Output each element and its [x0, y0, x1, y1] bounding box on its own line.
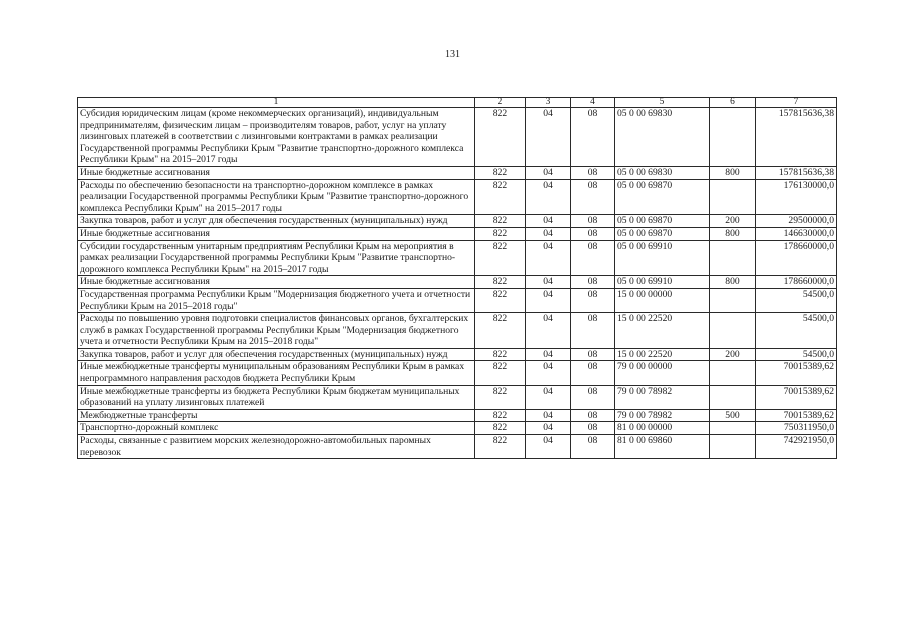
row-amount: 178660000,0 [756, 240, 837, 276]
row-target-article-code: 05 0 00 69830 [615, 108, 710, 167]
table-row [78, 361, 837, 385]
row-ministry-code: 822 [475, 288, 526, 312]
row-amount: 157815636,38 [756, 108, 837, 167]
table-row [78, 313, 837, 349]
table-row [78, 409, 837, 422]
row-ministry-code: 822 [475, 166, 526, 179]
row-target-article-code: 05 0 00 69910 [615, 276, 710, 289]
row-target-article-code: 05 0 00 69830 [615, 166, 710, 179]
row-amount: 29500000,0 [756, 215, 837, 228]
row-name: Расходы по повышению уровня подготовки специалистов финансовых органов, бухгалтерских служб в рамках Государственной программы Республики Крым "Модернизация бюджетного учета и отчетности Республики Крым на 2015–2018 годы" [78, 313, 475, 349]
row-subsection-code: 08 [571, 409, 615, 422]
table-row [78, 422, 837, 435]
row-amount: 178660000,0 [756, 276, 837, 289]
row-target-article-code: 05 0 00 69870 [615, 215, 710, 228]
header-cell: 1 [78, 98, 475, 108]
row-ministry-code: 822 [475, 108, 526, 167]
row-amount: 70015389,62 [756, 409, 837, 422]
row-subsection-code: 08 [571, 108, 615, 167]
row-name: Расходы, связанные с развитием морских железнодорожно-автомобильных паромных перевозок [78, 435, 475, 459]
row-ministry-code: 822 [475, 348, 526, 361]
table-row [78, 108, 837, 167]
row-subsection-code: 08 [571, 422, 615, 435]
row-subsection-code: 08 [571, 166, 615, 179]
row-ministry-code: 822 [475, 422, 526, 435]
row-subsection-code: 08 [571, 276, 615, 289]
row-expense-type-code [710, 288, 756, 312]
row-ministry-code: 822 [475, 276, 526, 289]
row-amount: 742921950,0 [756, 435, 837, 459]
row-name: Межбюджетные трансферты [78, 409, 475, 422]
row-target-article-code: 15 0 00 22520 [615, 348, 710, 361]
row-expense-type-code: 200 [710, 348, 756, 361]
row-target-article-code: 05 0 00 69870 [615, 227, 710, 240]
row-expense-type-code [710, 240, 756, 276]
row-target-article-code: 81 0 00 69860 [615, 435, 710, 459]
row-subsection-code: 08 [571, 227, 615, 240]
row-name: Иные бюджетные ассигнования [78, 276, 475, 289]
table-row [78, 435, 837, 459]
row-ministry-code: 822 [475, 240, 526, 276]
page-number: 131 [445, 49, 460, 60]
row-ministry-code: 822 [475, 409, 526, 422]
row-subsection-code: 08 [571, 179, 615, 215]
row-amount: 157815636,38 [756, 166, 837, 179]
budget-table [77, 97, 837, 459]
row-target-article-code: 15 0 00 00000 [615, 288, 710, 312]
row-subsection-code: 08 [571, 215, 615, 228]
header-cell: 7 [756, 98, 837, 108]
row-ministry-code: 822 [475, 215, 526, 228]
row-ministry-code: 822 [475, 313, 526, 349]
table-row [78, 166, 837, 179]
row-amount: 54500,0 [756, 288, 837, 312]
row-expense-type-code: 800 [710, 227, 756, 240]
row-section-code: 04 [526, 108, 571, 167]
row-name: Государственная программа Республики Крым "Модернизация бюджетного учета и отчетности Республики Крым на 2015–2018 годы" [78, 288, 475, 312]
row-section-code: 04 [526, 240, 571, 276]
row-name: Иные межбюджетные трансферты из бюджета Республики Крым бюджетам муниципальных образований на уплату лизинговых платежей [78, 385, 475, 409]
row-expense-type-code [710, 435, 756, 459]
table-row [78, 179, 837, 215]
table-row [78, 385, 837, 409]
header-cell: 2 [475, 98, 526, 108]
table-row [78, 276, 837, 289]
row-ministry-code: 822 [475, 435, 526, 459]
header-cell: 6 [710, 98, 756, 108]
row-name: Иные межбюджетные трансферты муниципальным образованиям Республики Крым в рамках непрограммного направления расходов бюджета Республики Крым [78, 361, 475, 385]
row-ministry-code: 822 [475, 361, 526, 385]
row-subsection-code: 08 [571, 240, 615, 276]
table-row [78, 288, 837, 312]
row-target-article-code: 81 0 00 00000 [615, 422, 710, 435]
row-expense-type-code: 200 [710, 215, 756, 228]
row-name: Расходы по обеспечению безопасности на транспортно-дорожном комплексе в рамках реализации Государственной программы Республики Крым "Развитие транспортно-дорожного комплекса Республики Крым" на 2015–2017 годы [78, 179, 475, 215]
row-amount: 70015389,62 [756, 385, 837, 409]
row-amount: 54500,0 [756, 313, 837, 349]
row-section-code: 04 [526, 179, 571, 215]
row-expense-type-code [710, 385, 756, 409]
row-ministry-code: 822 [475, 227, 526, 240]
row-subsection-code: 08 [571, 348, 615, 361]
row-name: Иные бюджетные ассигнования [78, 227, 475, 240]
row-name: Субсидии государственным унитарным предприятиям Республики Крым на мероприятия в рамках реализации Государственной программы Республики Крым "Развитие транспортно-дорожного комплекса Республики Крым" на 2015–2017 годы [78, 240, 475, 276]
row-amount: 146630000,0 [756, 227, 837, 240]
row-section-code: 04 [526, 348, 571, 361]
row-target-article-code: 15 0 00 22520 [615, 313, 710, 349]
row-expense-type-code: 800 [710, 166, 756, 179]
row-subsection-code: 08 [571, 288, 615, 312]
row-section-code: 04 [526, 215, 571, 228]
row-name: Закупка товаров, работ и услуг для обеспечения государственных (муниципальных) нужд [78, 215, 475, 228]
header-cell: 4 [571, 98, 615, 108]
row-section-code: 04 [526, 422, 571, 435]
header-cell: 3 [526, 98, 571, 108]
row-target-article-code: 79 0 00 00000 [615, 361, 710, 385]
row-expense-type-code [710, 313, 756, 349]
row-section-code: 04 [526, 409, 571, 422]
row-section-code: 04 [526, 276, 571, 289]
row-ministry-code: 822 [475, 385, 526, 409]
row-ministry-code: 822 [475, 179, 526, 215]
header-cell: 5 [615, 98, 710, 108]
row-section-code: 04 [526, 385, 571, 409]
row-subsection-code: 08 [571, 385, 615, 409]
row-section-code: 04 [526, 166, 571, 179]
table-row [78, 227, 837, 240]
row-name: Транспортно-дорожный комплекс [78, 422, 475, 435]
row-section-code: 04 [526, 435, 571, 459]
row-amount: 176130000,0 [756, 179, 837, 215]
row-expense-type-code [710, 361, 756, 385]
row-target-article-code: 79 0 00 78982 [615, 385, 710, 409]
row-amount: 750311950,0 [756, 422, 837, 435]
row-target-article-code: 05 0 00 69910 [615, 240, 710, 276]
row-expense-type-code [710, 179, 756, 215]
row-section-code: 04 [526, 361, 571, 385]
row-section-code: 04 [526, 313, 571, 349]
row-name: Иные бюджетные ассигнования [78, 166, 475, 179]
row-target-article-code: 79 0 00 78982 [615, 409, 710, 422]
row-section-code: 04 [526, 227, 571, 240]
row-section-code: 04 [526, 288, 571, 312]
table-row [78, 348, 837, 361]
row-subsection-code: 08 [571, 435, 615, 459]
row-expense-type-code: 800 [710, 276, 756, 289]
row-subsection-code: 08 [571, 313, 615, 349]
row-expense-type-code [710, 108, 756, 167]
row-amount: 70015389,62 [756, 361, 837, 385]
row-name: Субсидия юридическим лицам (кроме некоммерческих организаций), индивидуальным предпринимателям, физическим лицам – производителям товаров, работ, услуг на уплату лизинговых платежей в соответствии с лизинговыми контрактами в рамках реализации Государственной программы Республики Крым "Развитие транспортно-дорожного комплекса Республики Крым" на 2015–2017 годы [78, 108, 475, 167]
row-amount: 54500,0 [756, 348, 837, 361]
table-row [78, 240, 837, 276]
row-target-article-code: 05 0 00 69870 [615, 179, 710, 215]
table-row [78, 215, 837, 228]
row-expense-type-code: 500 [710, 409, 756, 422]
row-subsection-code: 08 [571, 361, 615, 385]
row-name: Закупка товаров, работ и услуг для обеспечения государственных (муниципальных) нужд [78, 348, 475, 361]
row-expense-type-code [710, 422, 756, 435]
table-header-row [78, 98, 837, 108]
